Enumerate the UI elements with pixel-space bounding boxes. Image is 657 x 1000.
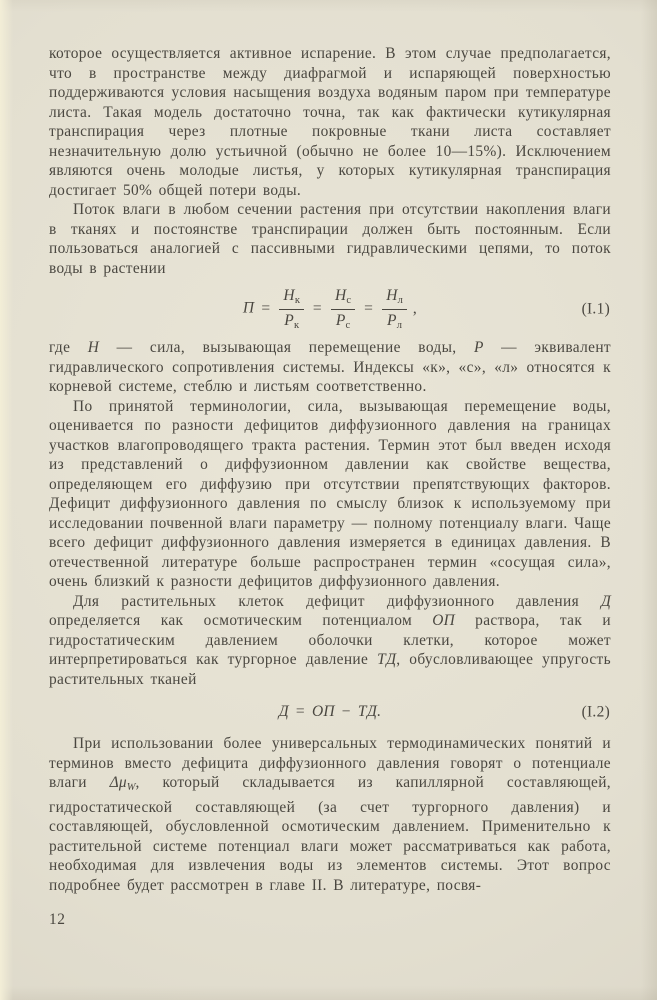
- paragraph-4: По принятой терминологии, сила, вызывающая перемещение воды, оценивается по разности дефицитов диффузионного давления на границах участков влагопроводящего тракта растения. Термин этот был введен исходя из представлений о диффузионном давлении как свойстве вещества, определяющем его диффузию при отсутствии препятствующих факторов. Дефицит диффузионного давления по смыслу близок к используемому при исследовании почвенной влаги параметру — полному потенциалу влаги. Чаще всего дефицит диффузионного давления измеряется в единицах давления. В отечественной литературе больше распространен термин «сосущая сила», очень близкий к разности дефицитов диффузионного давления.: [49, 397, 611, 591]
- page-content: [49, 44, 611, 930]
- math-var-H: H: [87, 339, 100, 357]
- math-var: H: [283, 287, 295, 304]
- paragraph-1: которое осуществляется активное испарение. В этом случае предполагается, что в пространстве между диафрагмой и испаряющей поверхностью поддерживаются условия насыщения воздуха водяным паром при температуре листа. Такая модель достаточно точна, так как фактически кутикулярная транспирация через плотные покровные ткани листа составляет незначительную долю устьичной (обычно не более 10—15%). Исключением являются очень молодые листья, у которых кутикулярная транспирация достигает 50% общей потери воды.: [49, 45, 611, 199]
- minus-sign: −: [341, 703, 351, 721]
- math-var-D: Д: [278, 703, 289, 721]
- text-segment: где: [49, 339, 88, 357]
- paragraph-3: [49, 338, 611, 397]
- fraction-stem: [331, 287, 355, 331]
- math-subscript: с: [345, 319, 351, 331]
- math-var: P: [335, 311, 346, 329]
- equation-1: [49, 287, 611, 331]
- text-segment: , который складывается из капиллярной составляющей, гидростатической составляющей (за счет тургорного давления) и составляющей, обусловленной осмотическим давлением. Применительно к растительной системе потенциал влаги может рассматриваться как работа, необходимая для извлечения воды из элементов системы. Этот вопрос подробнее будет рассмотрен в главе II. В литературе, посвя-: [49, 774, 611, 894]
- equals-sign: =: [364, 299, 374, 317]
- math-subscript: к: [294, 295, 300, 306]
- math-subscript: л: [396, 319, 402, 331]
- equals-sign: =: [312, 299, 323, 317]
- math-var: P: [387, 311, 397, 329]
- math-var-D: Д: [601, 592, 611, 610]
- paragraph-6: [49, 734, 611, 895]
- equation-2: [49, 699, 611, 725]
- equals-sign: =: [295, 703, 305, 721]
- math-var-delta-mu: Δμ: [109, 774, 127, 792]
- math-var: H: [386, 287, 398, 304]
- text-segment: При использовании более универсальных термодинамических понятий и терминов вместо дефицита диффузионного давления говорят о потенциале влаги: [49, 735, 611, 792]
- text-segment: — сила, вызывающая перемещение воды,: [99, 339, 475, 357]
- fraction-root: [279, 287, 304, 331]
- math-var: H: [335, 287, 347, 304]
- equals-sign: =: [261, 299, 271, 317]
- page-number: 12: [49, 911, 66, 929]
- math-subscript: к: [293, 319, 300, 331]
- fraction-leaf: [382, 287, 407, 331]
- equation-2-body: [279, 702, 381, 722]
- text-segment: , обусловливающее упругость растительных тканей: [49, 651, 611, 688]
- math-var-P-flow: П: [242, 299, 255, 317]
- math-var-TD: ТД.: [357, 703, 382, 721]
- text-segment: раствора, так и гидростатическим давлением оболочки клетки, которое может интерпретироваться как тургорное давление: [49, 612, 611, 669]
- comma: ,: [412, 299, 418, 317]
- math-var-TD: ТД: [377, 651, 397, 669]
- text-segment: Для растительных клеток дефицит диффузионного давления: [73, 592, 601, 610]
- math-subscript: л: [397, 295, 403, 306]
- math-var-OP: ОП: [432, 612, 455, 630]
- math-var-P: P: [474, 339, 484, 357]
- equation-1-label: (I.1): [581, 300, 610, 318]
- text-segment: — эквивалент гидравлического сопротивления системы. Индексы «к», «с», «л» относятся к корневой системе, стеблю и листьям соответственно.: [49, 339, 611, 396]
- equation-2-label: (I.2): [581, 703, 610, 721]
- math-var: P: [284, 311, 294, 329]
- text-segment: определяется как осмотическим потенциалом: [49, 612, 433, 630]
- math-subscript-W: W: [126, 782, 136, 794]
- paragraph-2: Поток влаги в любом сечении растения при отсутствии накопления влаги в тканях и постоянстве транспирации должен быть постоянным. Если пользоваться аналогией с пассивными гидравлическими цепями, то поток воды в растении: [49, 201, 611, 277]
- math-subscript: с: [346, 295, 352, 306]
- math-var-OP: ОП: [311, 703, 335, 721]
- equation-1-body: [243, 287, 417, 331]
- paragraph-5: [49, 592, 611, 690]
